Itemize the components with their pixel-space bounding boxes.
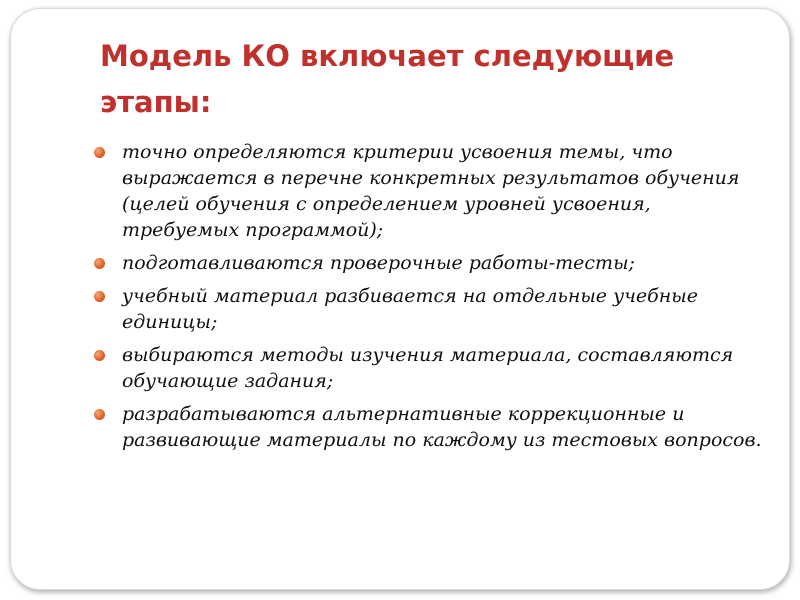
list-item-text: точно определяются критерии усвоения темы, что выражается в перечне конкретных результатов обучения (целей обучения с определением уровней усвоения, требуемых программой); [122,141,740,241]
list-item [91,401,771,453]
orange-dot-icon [94,409,105,420]
list-item-text: подготавливаются проверочные работы-тесты; [122,252,635,274]
slide [10,8,790,590]
list-item [91,139,771,243]
bullet-list [91,139,771,460]
orange-dot-icon [94,350,105,361]
orange-dot-icon [94,147,105,158]
orange-dot-icon [94,258,105,269]
list-item-text: разрабатываются альтернативные коррекционные и развивающие материалы по каждому из тестовых вопросов. [122,403,762,451]
list-item [91,250,771,276]
list-item-text: учебный материал разбивается на отдельные учебные единицы; [122,285,699,333]
list-item [91,283,771,335]
list-item [91,342,771,394]
slide-title: Модель КО включает следующие этапы: [100,39,675,119]
list-item-text: выбираются методы изучения материала, составляются обучающие задания; [122,344,734,392]
orange-dot-icon [94,291,105,302]
